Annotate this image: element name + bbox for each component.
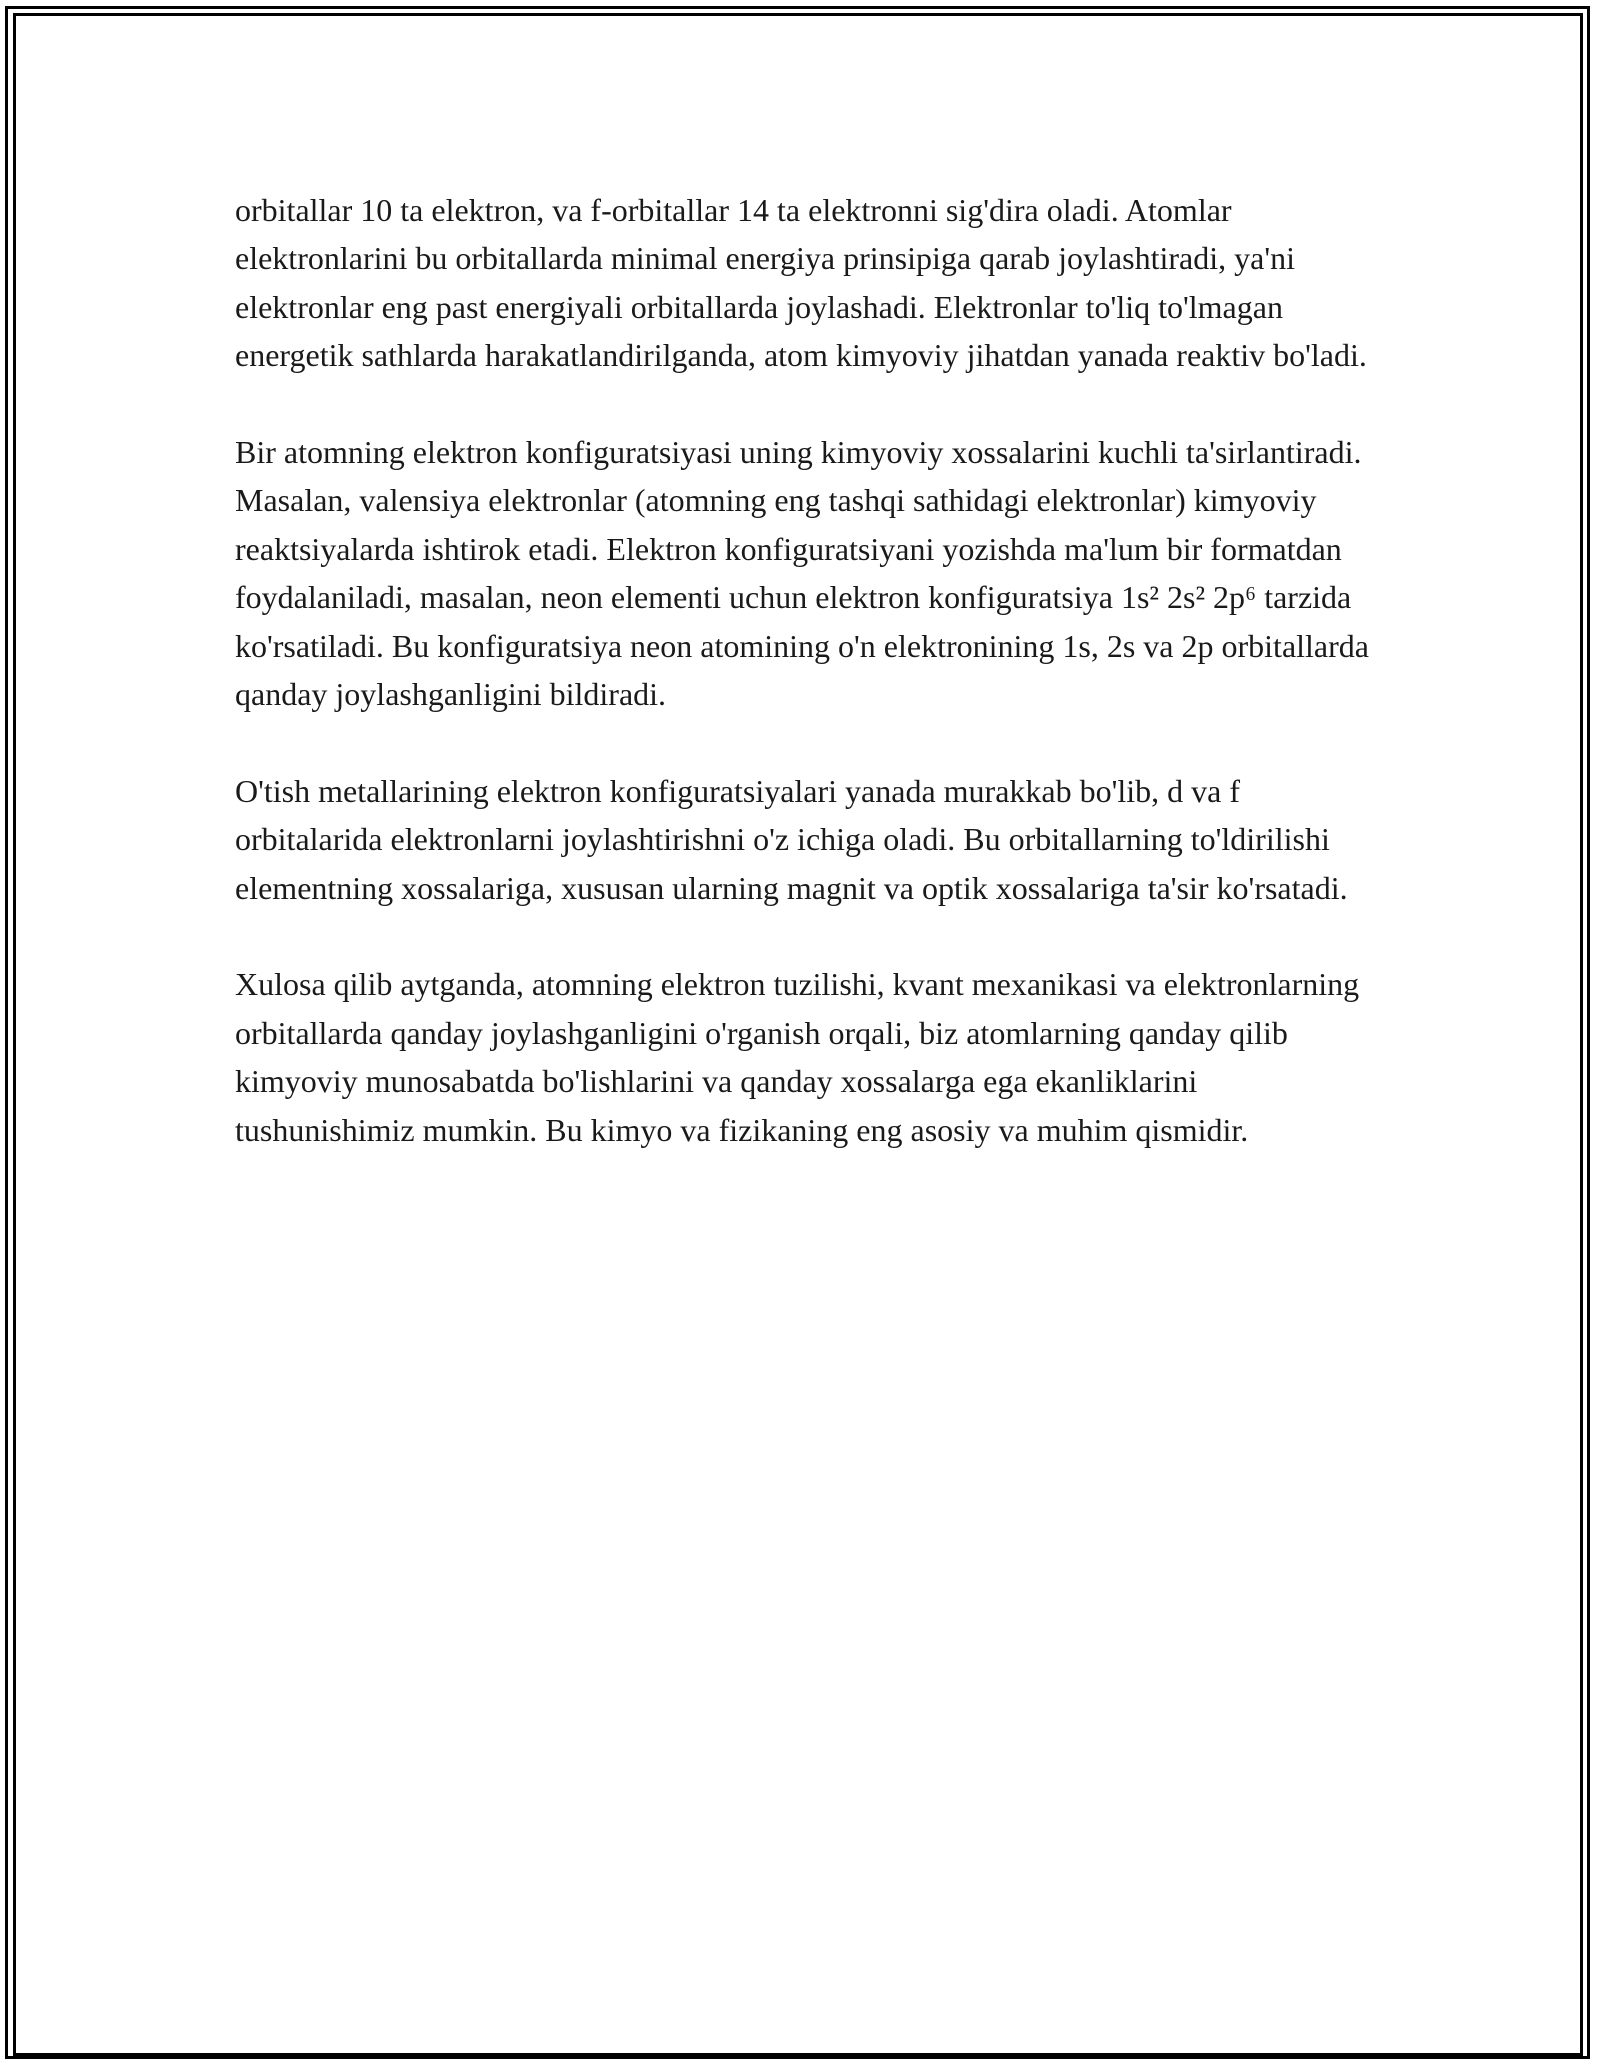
- paragraph-electron-configuration: Bir atomning elektron konfiguratsiyasi uning kimyoviy xossalarini kuchli ta'sirlantiradi. Masalan, valensiya elektronlar (atomning eng tashqi sathidagi elektronlar) kimyoviy reaktsiyalarda ishtirok etadi. Elektron konfiguratsiyani yozishda ma'lum bir formatdan foydalaniladi, masalan, neon elementi uchun elektron konfiguratsiya 1s² 2s² 2p⁶ tarzida ko'rsatiladi. Bu konfiguratsiya neon atomining o'n elektronining 1s, 2s va 2p orbitallarda qanday joylashganligini bildiradi.: [235, 434, 1369, 713]
- paragraph-transition-metals: O'tish metallarining elektron konfiguratsiyalari yanada murakkab bo'lib, d va f orbitalarida elektronlarni joylashtirishni o'z ichiga oladi. Bu orbitallarning to'ldirilishi elementning xossalariga, xususan ularning magnit va optik xossalariga ta'sir ko'rsatadi.: [235, 772, 1348, 906]
- paragraph-orbital-filling: orbitallar 10 ta elektron, va f-orbitallar 14 ta elektronni sig'dira oladi. Atomlar elektronlarini bu orbitallarda minimal energiya prinsipiga qarab joylashtiradi, ya'ni elektronlar eng past energiyali orbitallarda joylashadi. Elektronlar to'liq to'lmagan energetik sathlarda harakatlandirilganda, atom kimyoviy jihatdan yanada reaktiv bo'ladi.: [235, 192, 1367, 374]
- document-body: [235, 186, 1375, 1154]
- paragraph-conclusion: Xulosa qilib aytganda, atomning elektron tuzilishi, kvant mexanikasi va elektronlarning orbitallarda qanday joylashganligini o'rganish orqali, biz atomlarning qanday qilib kimyoviy munosabatda bo'lishlarini va qanday xossalarga ega ekanliklarini tushunishimiz mumkin. Bu kimyo va fizikaning eng asosiy va muhim qismidir.: [235, 966, 1360, 1148]
